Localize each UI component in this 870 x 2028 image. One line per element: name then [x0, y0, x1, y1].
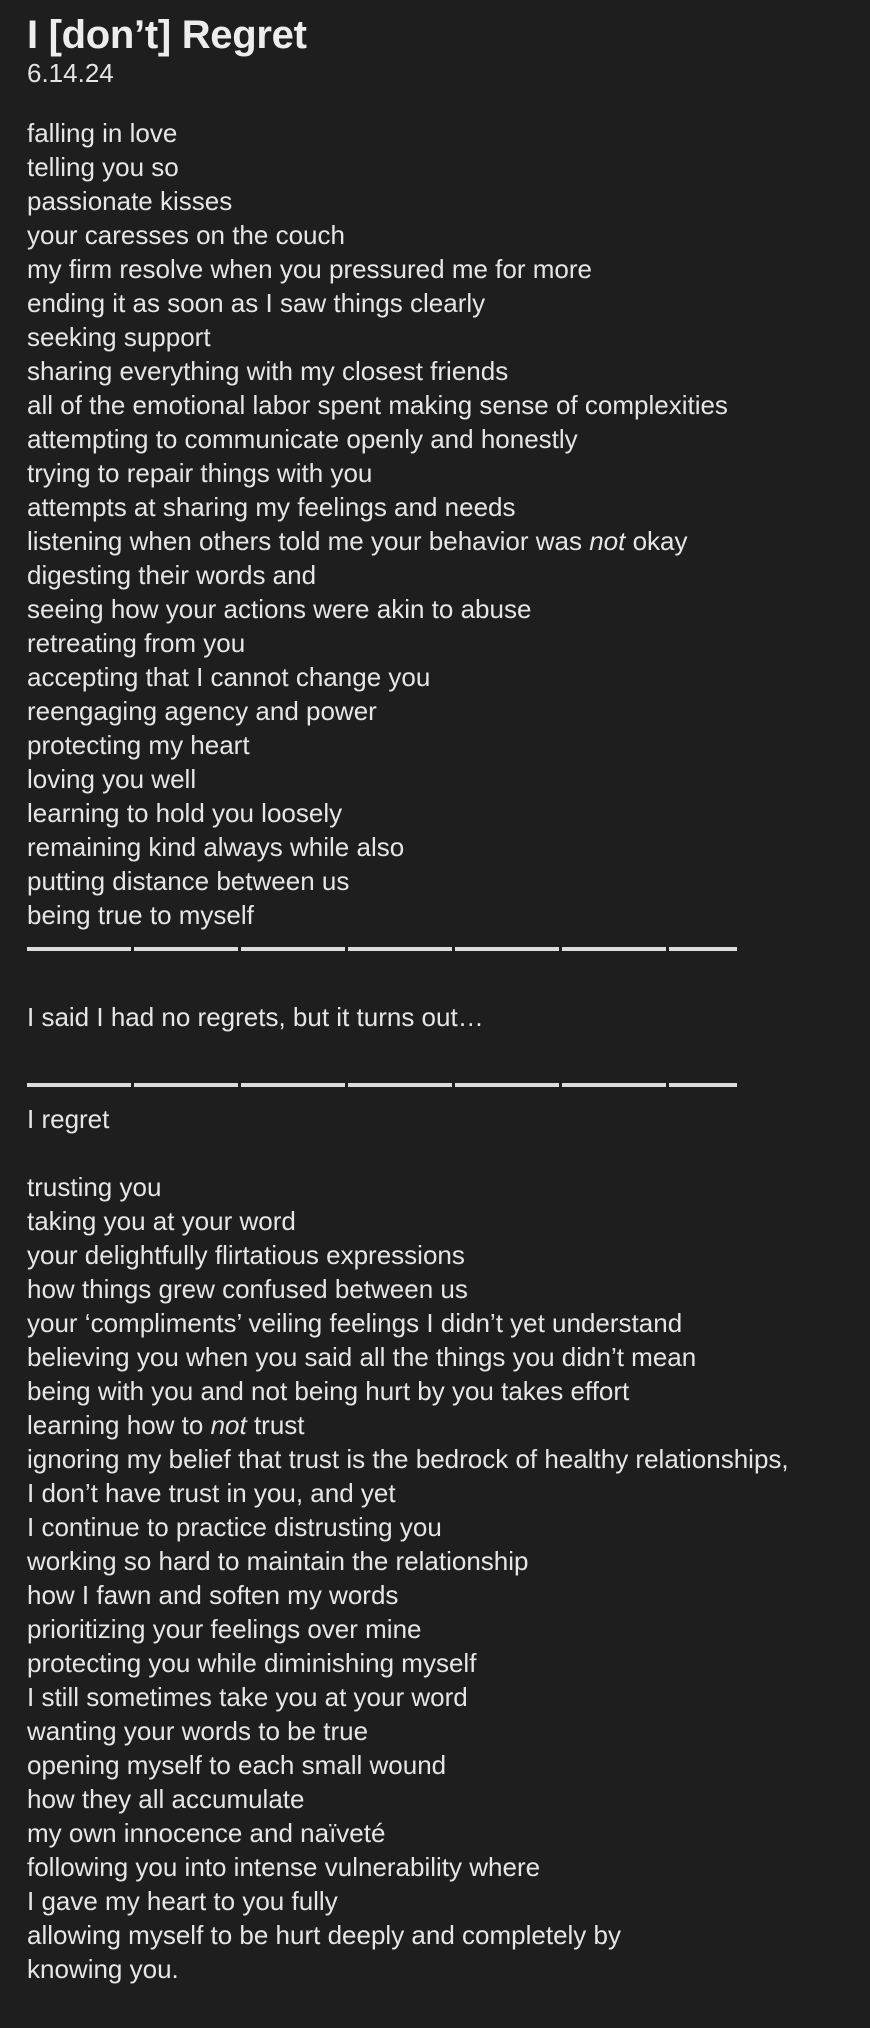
list-item: trusting you [27, 1172, 162, 1202]
list-item: your ‘compliments’ veiling feelings I didn’t yet understand [27, 1308, 683, 1338]
spacer [27, 88, 843, 116]
spacer [27, 1136, 843, 1170]
list-item: putting distance between us [27, 866, 350, 896]
list-item: attempting to communicate openly and honestly [27, 424, 578, 454]
list-item: loving you well [27, 764, 197, 794]
list-item: knowing you. [27, 1954, 179, 1984]
list-item: believing you when you said all the things you didn’t mean [27, 1342, 697, 1372]
list-item: sharing everything with my closest friends [27, 356, 509, 386]
list-item: allowing myself to be hurt deeply and completely by [27, 1920, 621, 1950]
text-run: learning how to [27, 1410, 211, 1440]
list-item: how they all accumulate [27, 1784, 305, 1814]
list-item: following you into intense vulnerability where [27, 1852, 541, 1882]
list-item-not-trust [27, 1408, 843, 1442]
spacer [27, 1034, 843, 1068]
transition-line: I said I had no regrets, but it turns out… [27, 1002, 484, 1032]
list-item: taking you at your word [27, 1206, 296, 1236]
list-item: digesting their words and [27, 560, 317, 590]
text-run: okay [625, 526, 688, 556]
list-item: seeking support [27, 322, 211, 352]
list-item: working so hard to maintain the relationship [27, 1546, 529, 1576]
emphasis-text: not [210, 1410, 247, 1440]
divider-line [27, 1083, 737, 1087]
text-run: listening when others told me your behavior was [27, 526, 590, 556]
spacer [27, 966, 843, 1000]
regret-heading: I regret [27, 1104, 110, 1134]
list-item: wanting your words to be true [27, 1716, 369, 1746]
list-item: your delightfully flirtatious expressions [27, 1240, 465, 1270]
list-item: protecting you while diminishing myself [27, 1648, 477, 1678]
list-item: opening myself to each small wound [27, 1750, 447, 1780]
section-regret-list [27, 1170, 843, 1986]
list-item: your caresses on the couch [27, 220, 345, 250]
list-item-listening [27, 524, 843, 558]
text-run: trust [246, 1410, 305, 1440]
list-item: ending it as soon as I saw things clearly [27, 288, 486, 318]
list-item: ignoring my belief that trust is the bedrock of healthy relationships, [27, 1444, 789, 1474]
list-item: how I fawn and soften my words [27, 1580, 399, 1610]
list-item: trying to repair things with you [27, 458, 373, 488]
divider-line [27, 947, 737, 951]
list-item: I continue to practice distrusting you [27, 1512, 442, 1542]
list-item: telling you so [27, 152, 179, 182]
list-item: my firm resolve when you pressured me for more [27, 254, 592, 284]
list-item: seeing how your actions were akin to abuse [27, 594, 532, 624]
section-dont-regret-list [27, 116, 843, 932]
list-item: how things grew confused between us [27, 1274, 468, 1304]
list-item: falling in love [27, 118, 178, 148]
list-item: accepting that I cannot change you [27, 662, 431, 692]
list-item: I still sometimes take you at your word [27, 1682, 468, 1712]
list-item: protecting my heart [27, 730, 250, 760]
list-item: reengaging agency and power [27, 696, 377, 726]
list-item: remaining kind always while also [27, 832, 405, 862]
note-title[interactable]: I [don’t] Regret [27, 13, 307, 57]
note-date: 6.14.24 [27, 58, 114, 88]
list-item: prioritizing your feelings over mine [27, 1614, 422, 1644]
list-item: I don’t have trust in you, and yet [27, 1478, 396, 1508]
list-item: being true to myself [27, 900, 254, 930]
list-item: learning to hold you loosely [27, 798, 343, 828]
list-item: being with you and not being hurt by you takes effort [27, 1376, 630, 1406]
list-item: retreating from you [27, 628, 246, 658]
list-item: passionate kisses [27, 186, 233, 216]
list-item: I gave my heart to you fully [27, 1886, 338, 1916]
list-item: all of the emotional labor spent making sense of complexities [27, 390, 728, 420]
list-item: attempts at sharing my feelings and needs [27, 492, 516, 522]
emphasis-text: not [589, 526, 626, 556]
list-item: my own innocence and naïveté [27, 1818, 386, 1848]
